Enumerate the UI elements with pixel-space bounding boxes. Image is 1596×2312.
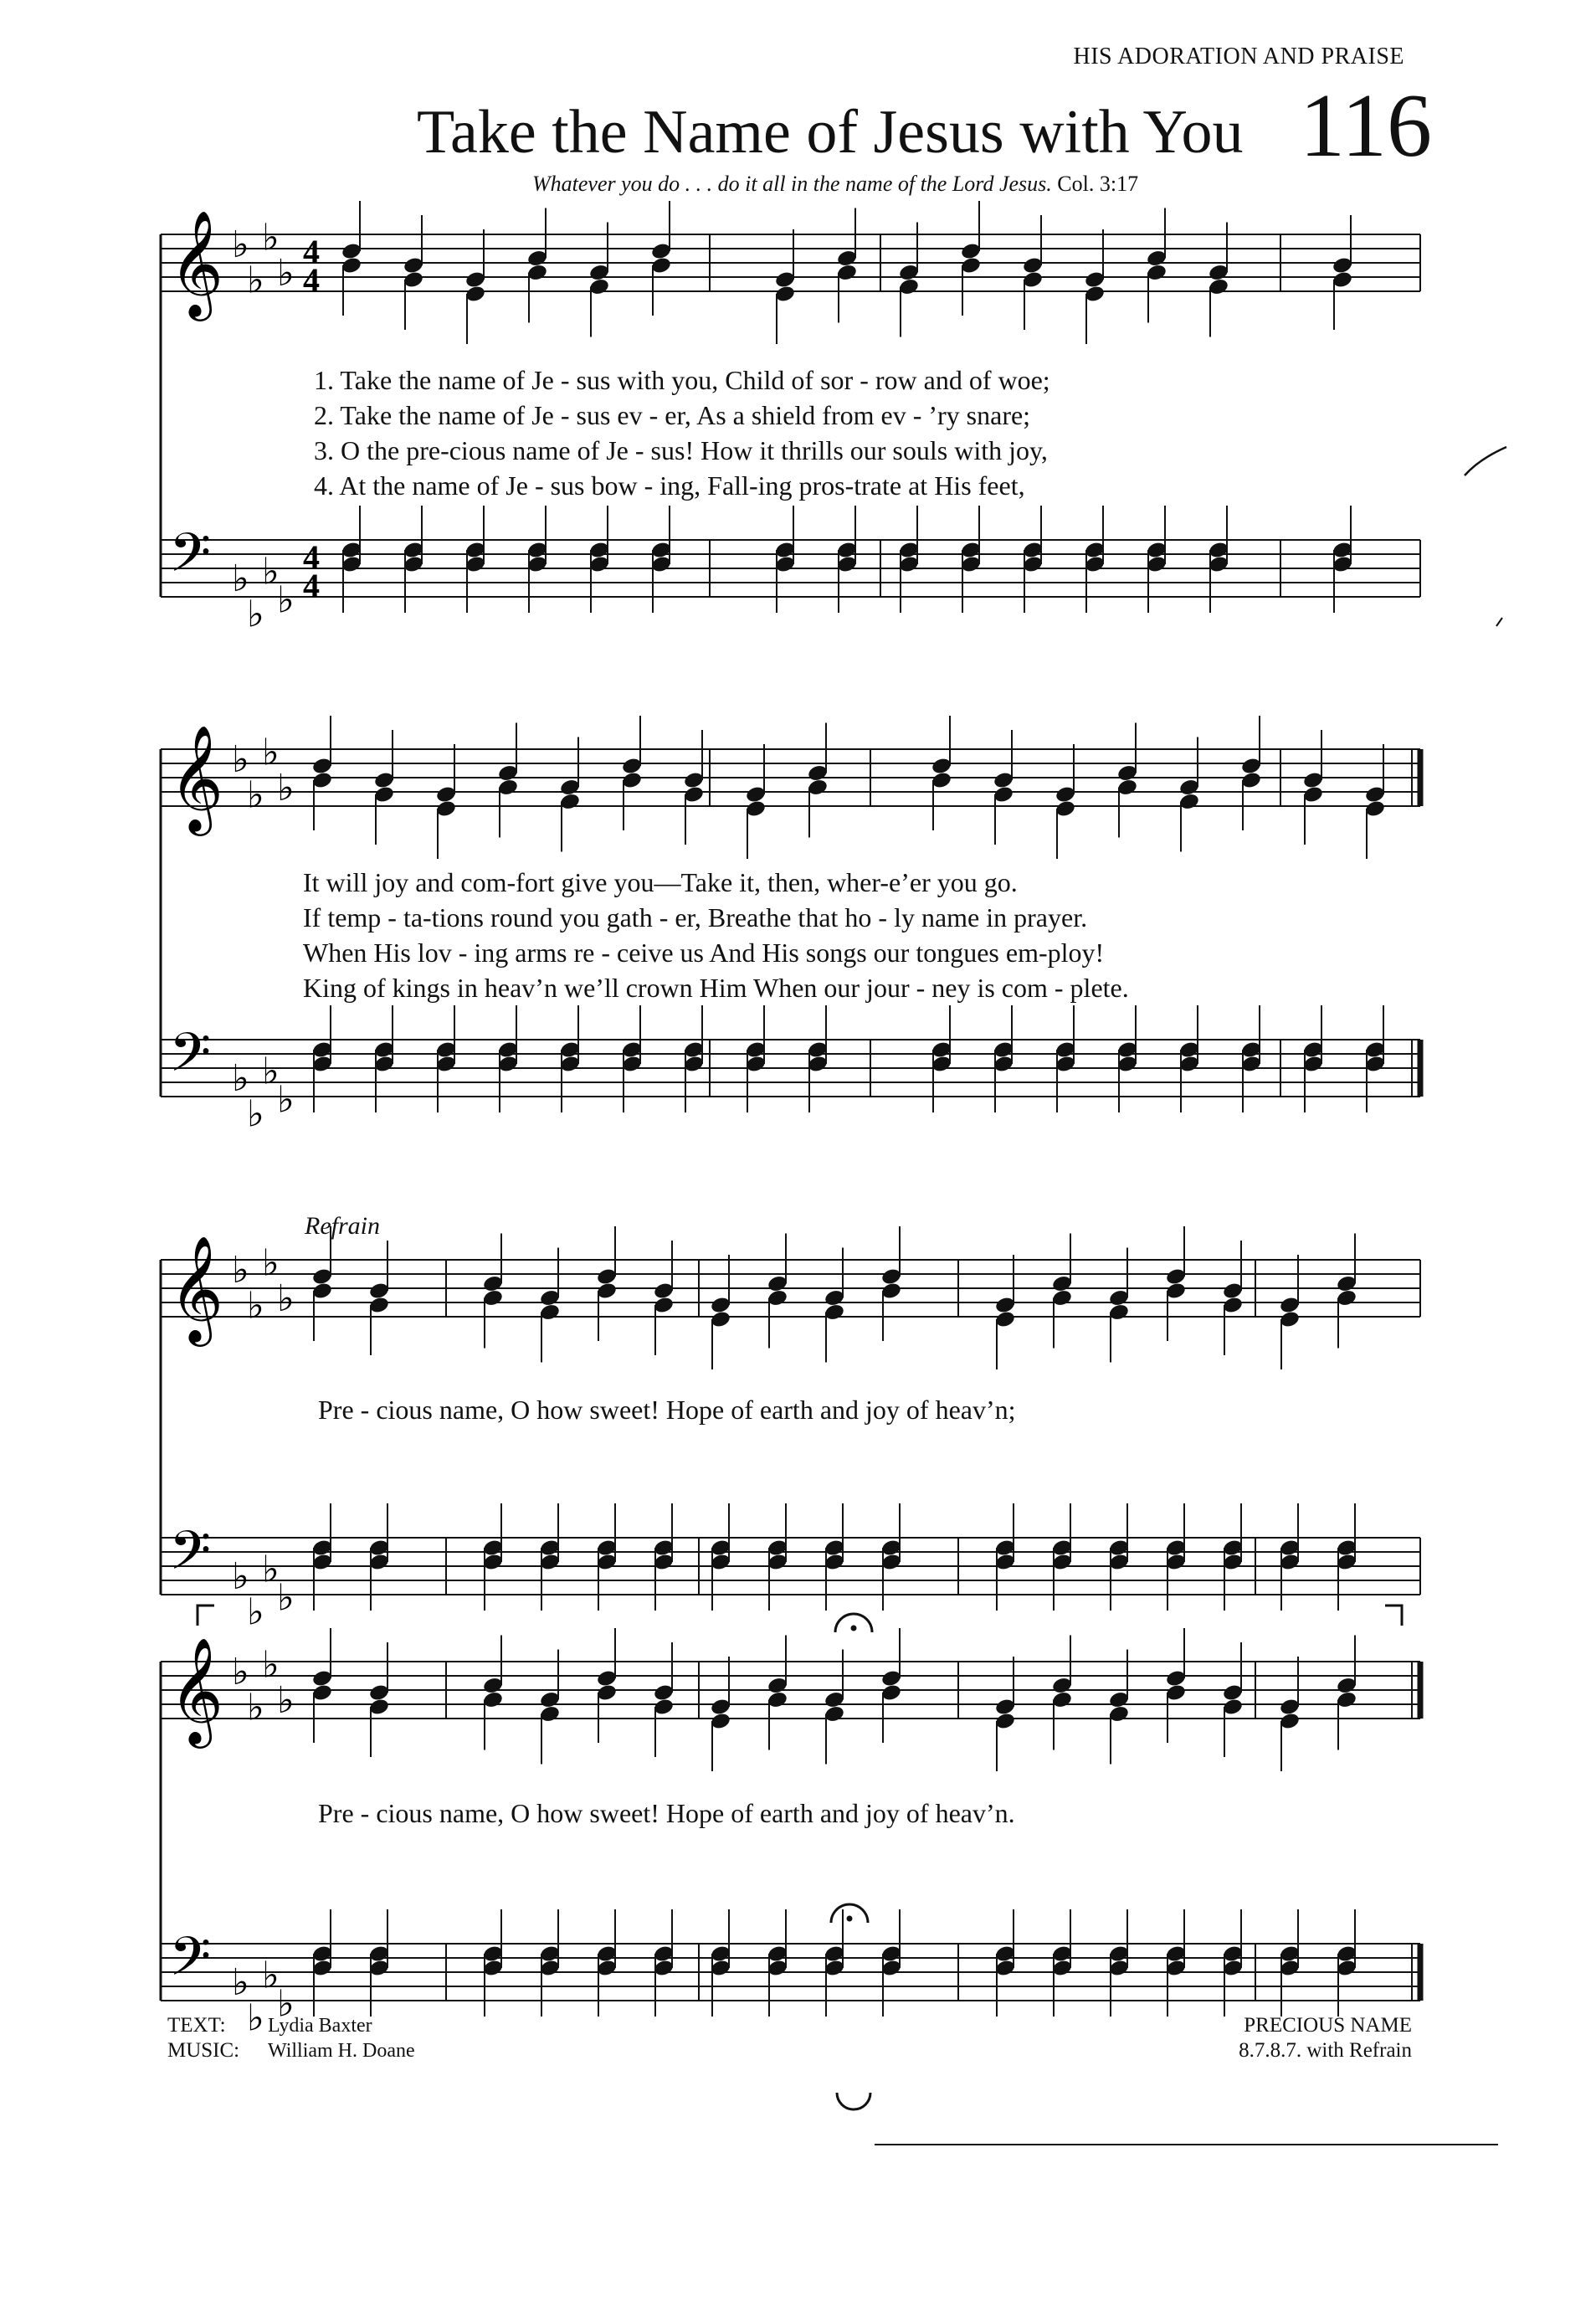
verse-4-line-2: King of kings in heav’n we’ll crown Him When our jour - ney is com - plete. bbox=[303, 973, 1129, 1003]
scripture-citation: Col. 3:17 bbox=[1057, 172, 1139, 196]
music-credit bbox=[167, 2038, 415, 2063]
flat-icon: ♭ bbox=[247, 773, 264, 817]
flat-icon: ♭ bbox=[232, 1651, 249, 1693]
flat-icon: ♭ bbox=[277, 1277, 295, 1320]
verse-3-line-1: 3. O the pre-cious name of Je - sus! How it thrills our souls with joy, bbox=[314, 435, 1048, 465]
section-heading: HIS ADORATION AND PRAISE bbox=[1073, 44, 1404, 69]
margin-mark bbox=[1465, 447, 1506, 475]
bass-clef-icon: 𝄢 bbox=[169, 1022, 212, 1097]
flat-icon: ♭ bbox=[232, 557, 249, 600]
hymn-number: 116 bbox=[1300, 76, 1432, 176]
flat-icon: ♭ bbox=[277, 1982, 295, 2026]
flat-icon: ♭ bbox=[262, 1548, 280, 1591]
flat-icon: ♭ bbox=[262, 1050, 280, 1093]
flat-icon: ♭ bbox=[232, 738, 249, 781]
flat-icon: ♭ bbox=[232, 223, 249, 266]
flat-icon: ♭ bbox=[262, 1643, 280, 1687]
treble-clef-icon: 𝄞 bbox=[169, 1235, 224, 1342]
music-credit-label: MUSIC: bbox=[167, 2039, 240, 2062]
flat-icon: ♭ bbox=[277, 767, 295, 809]
tune-name: PRECIOUS NAME bbox=[1244, 2014, 1412, 2037]
flat-icon: ♭ bbox=[277, 1576, 295, 1620]
flat-icon: ♭ bbox=[232, 1961, 249, 2004]
verse-1-line-1: 1. Take the name of Je - sus with you, Child of sor - row and of woe; bbox=[314, 365, 1050, 395]
flat-icon: ♭ bbox=[247, 259, 264, 302]
fermata-icon bbox=[847, 1916, 853, 1922]
text-credit-value: Lydia Baxter bbox=[268, 2015, 372, 2037]
treble-clef-icon: 𝄞 bbox=[169, 1636, 224, 1744]
time-signature: 4 bbox=[303, 538, 320, 576]
flat-icon: ♭ bbox=[247, 1686, 264, 1729]
bass-clef-icon: 𝄢 bbox=[169, 522, 212, 598]
flat-icon: ♭ bbox=[232, 1555, 249, 1598]
flat-icon: ♭ bbox=[247, 1996, 264, 2040]
repeat-bracket bbox=[1385, 1606, 1402, 1626]
scripture-quote: Whatever you do . . . do it all in the name of the Lord Jesus. bbox=[532, 172, 1052, 196]
treble-clef-icon: 𝄞 bbox=[169, 724, 224, 831]
verse-2-line-1: 2. Take the name of Je - sus ev - er, As a shield from ev - ’ry snare; bbox=[314, 400, 1031, 430]
flat-icon: ♭ bbox=[262, 550, 280, 593]
refrain-line-1: Pre - cious name, O how sweet! Hope of earth and joy of heav’n; bbox=[318, 1395, 1016, 1425]
flat-icon: ♭ bbox=[262, 216, 280, 259]
time-signature: 4 bbox=[303, 233, 320, 270]
tune-info bbox=[1239, 2013, 1412, 2063]
verse-4-line-1: 4. At the name of Je - sus bow - ing, Fall-ing pros-trate at His feet, bbox=[314, 470, 1025, 501]
fermata-icon bbox=[851, 1626, 857, 1631]
verse-2-line-2: If temp - ta-tions round you gath - er, Breathe that ho - ly name in prayer. bbox=[303, 902, 1088, 933]
treble-clef-icon: 𝄞 bbox=[169, 209, 224, 316]
bass-clef-icon: 𝄢 bbox=[169, 1926, 212, 2001]
bass-clef-icon: 𝄢 bbox=[169, 1520, 212, 1595]
flat-icon: ♭ bbox=[277, 1078, 295, 1122]
flat-icon: ♭ bbox=[247, 1092, 264, 1136]
verse-3-line-2: When His lov - ing arms re - ceive us And His songs our tongues em-ploy! bbox=[303, 938, 1105, 968]
flat-icon: ♭ bbox=[262, 731, 280, 774]
flat-icon: ♭ bbox=[262, 1241, 280, 1285]
flat-icon: ♭ bbox=[277, 1679, 295, 1722]
flat-icon: ♭ bbox=[262, 1954, 280, 1997]
flat-icon: ♭ bbox=[232, 1057, 249, 1100]
flat-icon: ♭ bbox=[232, 1249, 249, 1292]
flat-icon: ♭ bbox=[247, 1284, 264, 1328]
flat-icon: ♭ bbox=[277, 252, 295, 295]
fermata-icon bbox=[837, 2093, 870, 2109]
meter: 8.7.8.7. with Refrain bbox=[1239, 2039, 1412, 2062]
flat-icon: ♭ bbox=[247, 593, 264, 636]
music-credit-value: William H. Doane bbox=[268, 2040, 415, 2062]
verse-1-line-2: It will joy and com-fort give you—Take it, then, wher-e’er you go. bbox=[303, 867, 1018, 897]
refrain-line-2: Pre - cious name, O how sweet! Hope of earth and joy of heav’n. bbox=[318, 1798, 1015, 1828]
hymn-title: Take the Name of Jesus with You bbox=[417, 98, 1244, 167]
flat-icon: ♭ bbox=[277, 578, 295, 622]
refrain-label: Refrain bbox=[305, 1212, 380, 1240]
time-signature: 4 bbox=[303, 261, 320, 299]
text-credit bbox=[167, 2013, 372, 2038]
text-credit-label: TEXT: bbox=[167, 2014, 226, 2037]
time-signature: 4 bbox=[303, 567, 320, 604]
flat-icon: ♭ bbox=[247, 1590, 264, 1634]
margin-mark bbox=[1496, 618, 1502, 626]
repeat-bracket bbox=[198, 1606, 214, 1626]
